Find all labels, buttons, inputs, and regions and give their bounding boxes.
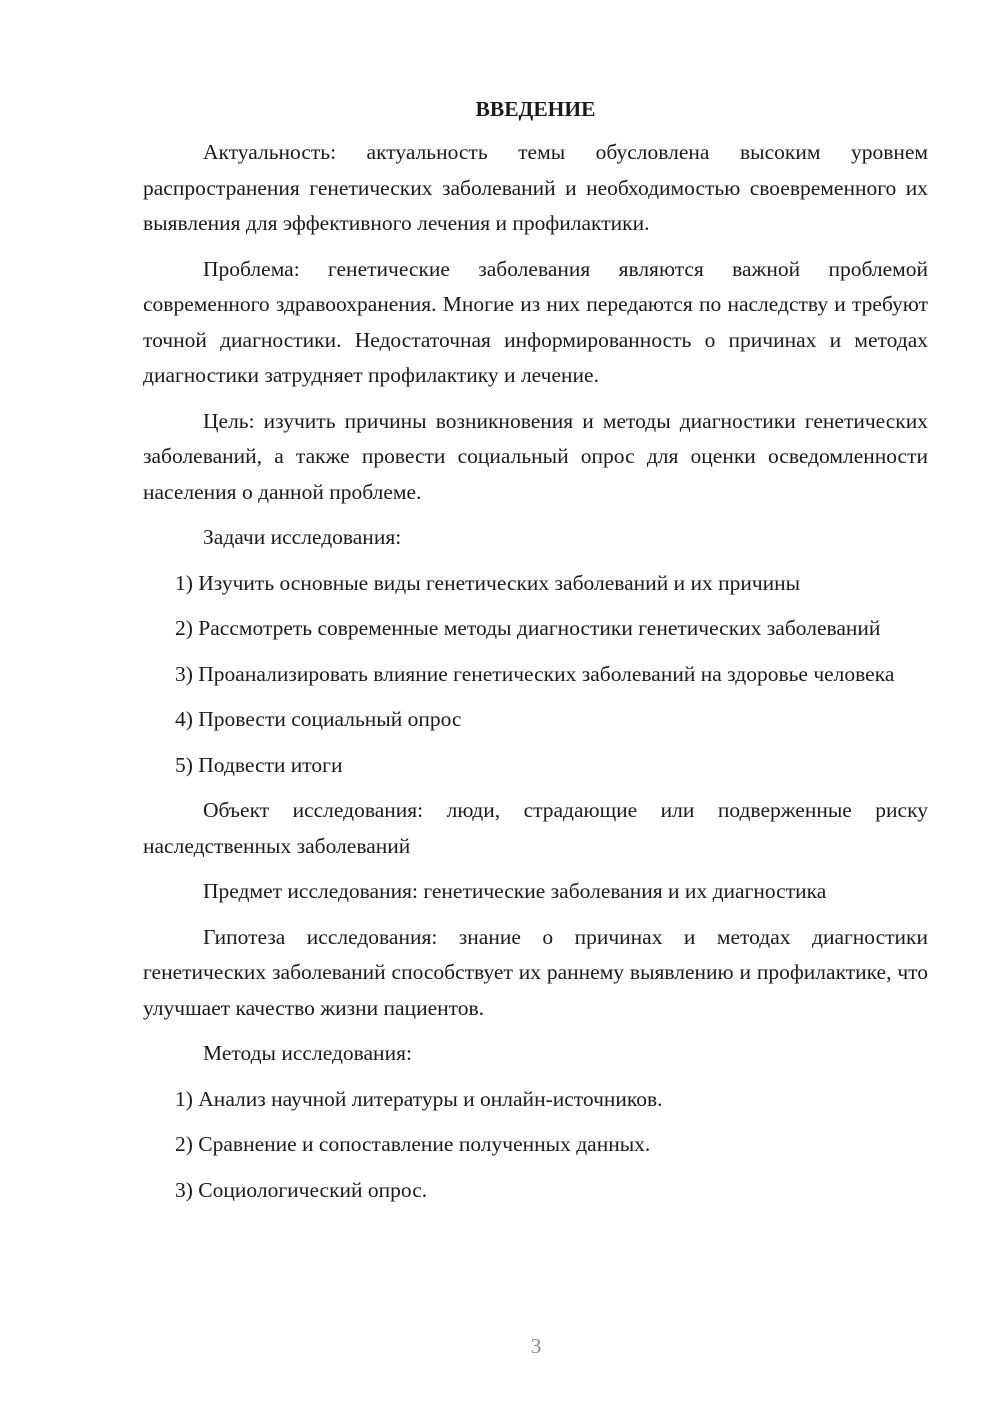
method-item: 3) Социологический опрос. [175,1177,428,1202]
problem-paragraph: Проблема: генетические заболевания являются важной проблемой современного здравоохранения. Многие из них передаются по наследству и требуют точной диагностики. Недостаточная информированность о причинах и методах диагностики затрудняет профилактику и лечение. [143,256,928,387]
document-page [143,92,928,1218]
page-number: 3 [530,1334,542,1358]
method-item: 2) Сравнение и сопоставление полученных данных. [175,1132,651,1156]
goal-paragraph: Цель: изучить причины возникновения и методы диагностики генетических заболеваний, а также провести социальный опрос для оценки осведомленности населения о данной проблеме. [143,408,928,504]
methods-title: Методы исследования: [203,1041,412,1065]
tasks-title: Задачи исследования: [203,525,402,549]
task-item: 1) Изучить основные виды генетических заболеваний и их причины [175,570,801,595]
hypothesis-paragraph: Гипотеза исследования: знание о причинах и методах диагностики генетических заболеваний способствует их раннему выявлению и профилактике, что улучшает качество жизни пациентов. [143,924,928,1020]
task-item: 3) Проанализировать влияние генетических заболеваний на здоровье человека [175,661,895,686]
subject-paragraph: Предмет исследования: генетические заболевания и их диагностика [203,879,827,903]
relevance-paragraph: Актуальность: актуальность темы обусловлена высоким уровнем распространения генетических заболеваний и необходимостью своевременного их выявления для эффективного лечения и профилактики. [143,140,928,235]
section-heading: ВВЕДЕНИЕ [475,97,596,121]
method-item: 1) Анализ научной литературы и онлайн-источников. [175,1086,663,1111]
task-item: 5) Подвести итоги [175,752,343,777]
task-item: 2) Рассмотреть современные методы диагностики генетических заболеваний [175,616,881,640]
object-paragraph: Объект исследования: люди, страдающие или подверженные риску наследственных заболеваний [143,798,928,858]
task-item: 4) Провести социальный опрос [175,707,462,731]
